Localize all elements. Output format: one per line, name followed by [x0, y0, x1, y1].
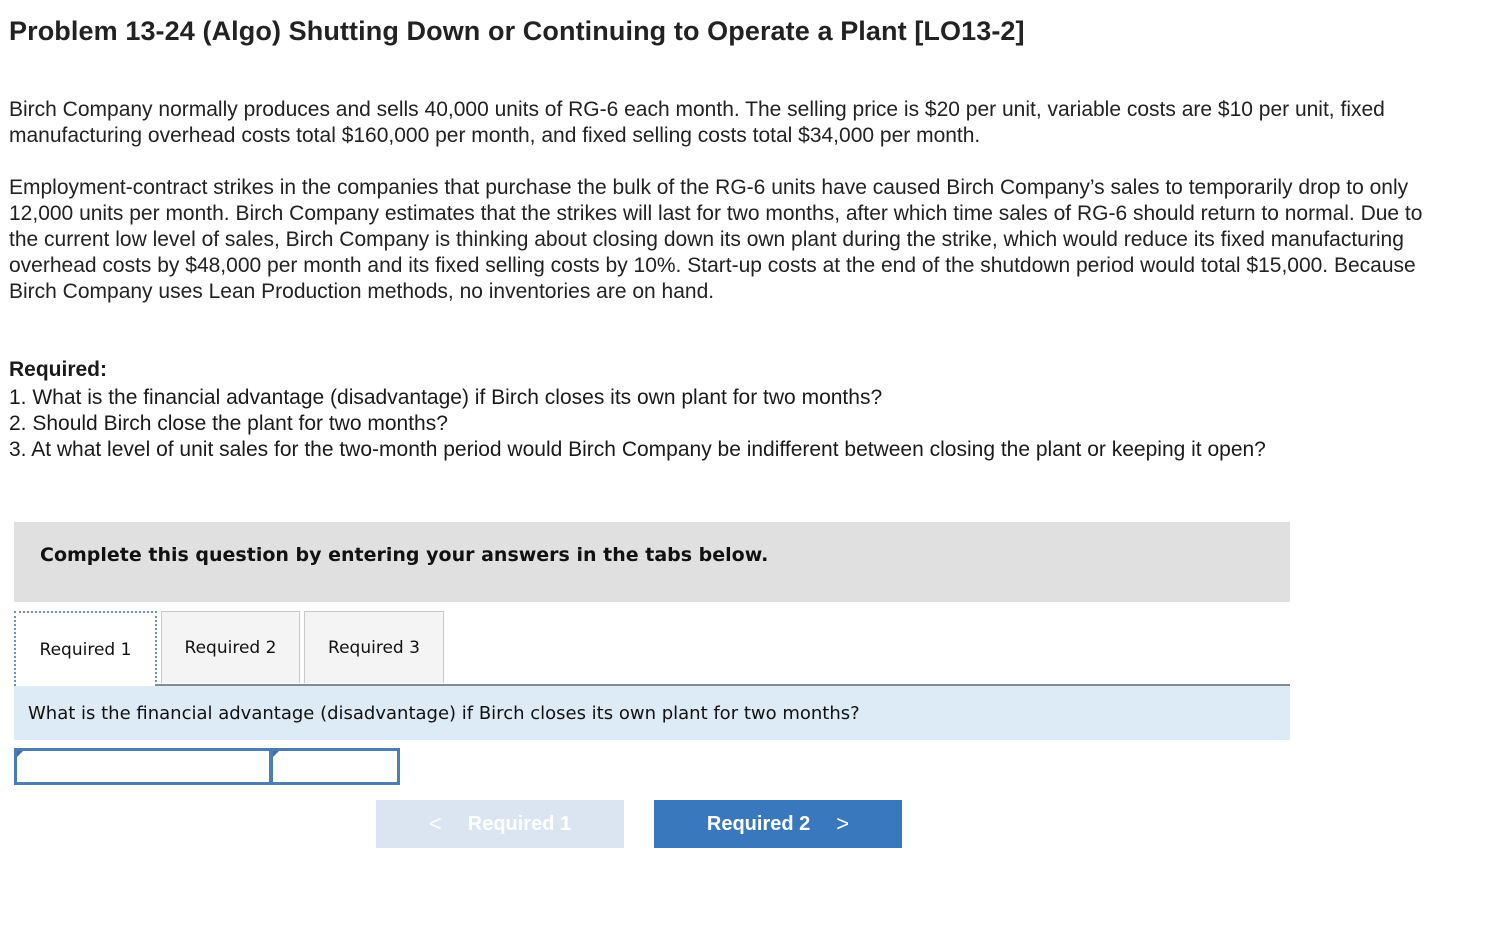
tab-required-1[interactable]: Required 1 [14, 611, 157, 686]
required-heading: Required: [9, 358, 108, 381]
next-button[interactable] [654, 800, 902, 848]
instruction-text: Complete this question by entering your answers in the tabs below. [40, 544, 769, 566]
dropdown-marker-icon [273, 751, 279, 757]
required-item-3: 3. At what level of unit sales for the two-month period would Birch Company be indifferent between closing the plant or keeping it open? [9, 438, 1266, 461]
chevron-left-icon: < [428, 811, 442, 836]
required-item-1: 1. What is the financial advantage (disadvantage) if Birch closes its own plant for two months? [9, 386, 883, 409]
next-button-label: Required 2 [706, 812, 811, 835]
problem-paragraph-2: Employment-contract strikes in the companies that purchase the bulk of the RG-6 units have caused Birch Company’s sales to temporarily drop to only 12,000 units per month. Birch Company estimates that the strikes will last for two months, after which time sales of RG-6 should return to normal. Due to the current low level of sales, Birch Company is thinking about closing down its own plant during the strike, which would reduce its fixed manufacturing overhead costs by $48,000 per month and its fixed selling costs by 10%. Start-up costs at the end of the shutdown period would total $15,000. Because Birch Company uses Lean Production methods, no inventories are on hand. [9, 176, 1423, 303]
problem-paragraph-1: Birch Company normally produces and sells 40,000 units of RG-6 each month. The selling price is $20 per unit, variable costs are $10 per unit, fixed manufacturing overhead costs total $160,000 per month, and fixed selling costs total $34,000 per month. [9, 98, 1385, 147]
tab-required-2[interactable]: Required 2 [161, 611, 300, 683]
chevron-right-icon: > [836, 811, 850, 836]
dropdown-marker-icon [17, 751, 23, 757]
required-list [9, 385, 1429, 463]
required-item-2: 2. Should Birch close the plant for two months? [9, 412, 448, 435]
previous-button-label: Required 1 [467, 812, 572, 835]
instruction-banner [14, 522, 1290, 602]
tab-required-3[interactable]: Required 3 [304, 611, 444, 683]
answer-amount-input[interactable] [270, 748, 400, 785]
question-panel [14, 686, 1290, 740]
previous-button[interactable] [376, 800, 624, 848]
problem-title: Problem 13-24 (Algo) Shutting Down or Continuing to Operate a Plant [LO13-2] [9, 16, 1025, 46]
answer-label-input[interactable] [14, 748, 272, 785]
question-text: What is the financial advantage (disadvantage) if Birch closes its own plant for two months? [28, 703, 860, 724]
